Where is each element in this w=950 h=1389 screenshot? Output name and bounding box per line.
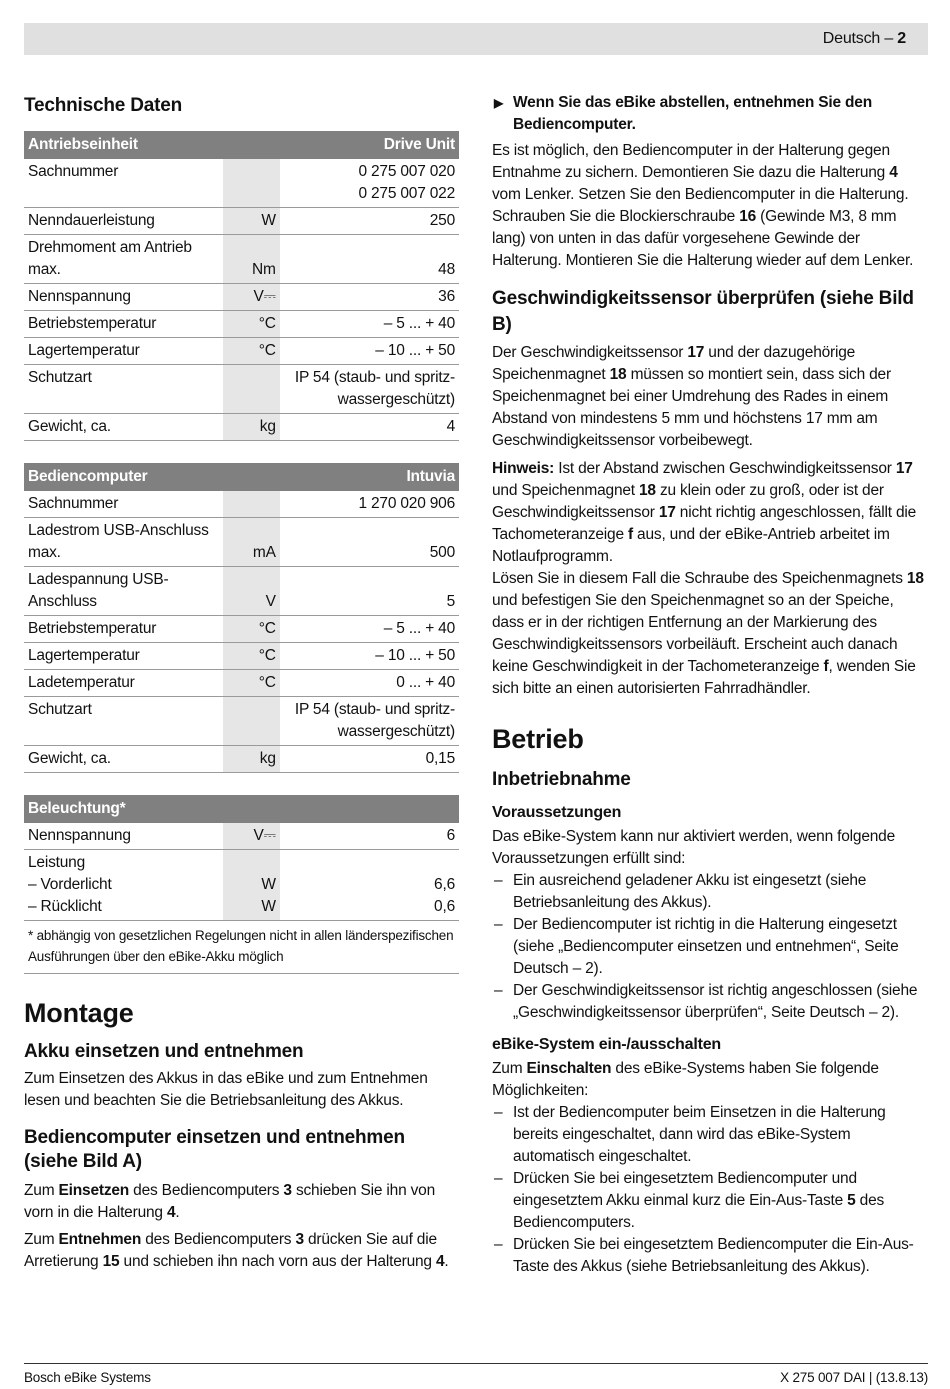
page-number: Deutsch – 2 bbox=[822, 30, 906, 47]
insert-paragraph: Zum Einsetzen des Bediencomputers 3 schieben Sie ihn von vorn in die Halterung 4. bbox=[24, 1182, 435, 1221]
voraussetzungen-list bbox=[492, 870, 928, 1024]
table-row: Leistung bbox=[24, 850, 459, 875]
table-row: Nennspannung V⎓ 36 bbox=[24, 284, 459, 311]
right-column bbox=[492, 92, 928, 1278]
speed-sensor-heading: Geschwindigkeitssensor überprüfen (siehe Bild B) bbox=[492, 288, 914, 335]
table-row: Ladetemperatur °C 0 ... + 40 bbox=[24, 670, 459, 697]
table-row: – Vorderlicht W 6,6 bbox=[24, 874, 459, 896]
left-column bbox=[24, 92, 459, 1273]
table-header-right: Drive Unit bbox=[280, 131, 459, 159]
list-item: – Der Geschwindigkeitssensor ist richtig angeschlossen (siehe „Geschwindigkeitssensor überprüfen“, Seite Deutsch – 2). bbox=[492, 980, 928, 1024]
table-row: Betriebstemperatur °C – 5 ... + 40 bbox=[24, 616, 459, 643]
page-header bbox=[24, 23, 928, 55]
voraussetzungen-paragraph: Das eBike-System kann nur aktiviert werden, wenn folgende Voraussetzungen erfüllt sind: bbox=[492, 828, 896, 867]
table-row: Gewicht, ca. kg 4 bbox=[24, 414, 459, 441]
table-row: Lagertemperatur °C – 10 ... + 50 bbox=[24, 643, 459, 670]
bediencomputer-table bbox=[24, 463, 459, 773]
beleuchtung-table bbox=[24, 795, 459, 921]
montage-heading: Montage bbox=[24, 998, 134, 1028]
fix-paragraph: Lösen Sie in diesem Fall die Schraube des Speichenmagnets 18 und befestigen Sie den Speichenmagnet so an der Speiche, dass er in der richtigen Entfernung an der Markierung des Geschwindigkeitssensors vorbeiläuft. Erscheint auch danach keine Geschwindigkeit in der Tachometeranzeige f, wenden Sie sich bitte an einen autorisierten Fahrradhändler. bbox=[492, 570, 924, 697]
table-row: Ladespannung USB-Anschluss V 5 bbox=[24, 567, 459, 616]
table-row: Sachnummer 1 270 020 906 bbox=[24, 491, 459, 518]
table-row: Sachnummer 0 275 007 020 0 275 007 022 bbox=[24, 159, 459, 208]
voraussetzungen-heading: Voraussetzungen bbox=[492, 804, 622, 821]
hint-paragraph: Hinweis: Ist der Abstand zwischen Geschwindigkeitssensor 17 und Speichenmagnet 18 zu klein oder zu groß, oder ist der Geschwindigkeitssensor 17 nicht richtig angeschlossen, fällt die Tachometeranzeige f aus, und der eBike-Antrieb arbeitet im Notlaufprogramm. bbox=[492, 460, 917, 565]
list-item: – Drücken Sie bei eingesetztem Bediencomputer und eingesetztem Akku einmal kurz die Ein-Aus-Taste 5 des Bediencomputers. bbox=[492, 1168, 928, 1234]
table-header: Bediencomputer bbox=[24, 463, 280, 491]
akku-paragraph: Zum Einsetzen des Akkus in das eBike und zum Entnehmen lesen und beachten Sie die Betriebsanleitung des Akkus. bbox=[24, 1070, 428, 1109]
table-row: Lagertemperatur °C – 10 ... + 50 bbox=[24, 338, 459, 365]
table-row: Ladestrom USB-Anschluss max. mA 500 bbox=[24, 518, 459, 567]
list-item: – Ein ausreichend geladener Akku ist eingesetzt (siehe Betriebsanleitung des Akkus). bbox=[492, 870, 928, 914]
table-row: – Rücklicht W 0,6 bbox=[24, 896, 459, 921]
list-item: – Drücken Sie bei eingesetztem Bediencomputer die Ein-Aus-Taste des Akkus (siehe Betriebsanleitung des Akkus). bbox=[492, 1234, 928, 1278]
table-row: Schutzart IP 54 (staub- und spritz- wassergeschützt) bbox=[24, 697, 459, 746]
table-row: Drehmoment am Antrieb max. Nm 48 bbox=[24, 235, 459, 284]
list-item: – Ist der Bediencomputer beim Einsetzen in die Halterung bereits eingeschaltet, dann wird das eBike-System automatisch eingeschaltet. bbox=[492, 1102, 928, 1168]
table-row: Betriebstemperatur °C – 5 ... + 40 bbox=[24, 311, 459, 338]
table-row: Nenndauerleistung W 250 bbox=[24, 208, 459, 235]
table-header: Antriebseinheit bbox=[24, 131, 280, 159]
tech-data-heading: Technische Daten bbox=[24, 95, 182, 116]
ein-aus-heading: eBike-System ein-/ausschalten bbox=[492, 1036, 721, 1053]
table-footnote: * abhängig von gesetzlichen Regelungen nicht in allen länderspezifischen Ausführungen über den eBike-Akku möglich bbox=[24, 921, 459, 974]
lock-paragraph: Es ist möglich, den Bediencomputer in der Halterung gegen Entnahme zu sichern. Demontieren Sie dazu die Halterung 4 vom Lenker. Setzen Sie den Bediencomputer in die Halterung. Schrauben Sie die Blockierschraube 16 (Gewinde M3, 8 mm lang) von unten in das dafür vorgesehene Gewinde der Halterung. Montieren Sie die Halterung wieder auf dem Lenker. bbox=[492, 142, 914, 269]
list-item: – Der Bediencomputer ist richtig in die Halterung eingesetzt (siehe „Bediencomputer einsetzen und entnehmen“, Seite Deutsch – 2). bbox=[492, 914, 928, 980]
remove-paragraph: Zum Entnehmen des Bediencomputers 3 drücken Sie auf die Arretierung 15 und schieben ihn nach vorn aus der Halterung 4. bbox=[24, 1231, 449, 1270]
sensor-paragraph: Der Geschwindigkeitssensor 17 und der dazugehörige Speichenmagnet 18 müssen so montiert sein, dass sich der Speichenmagnet bei einer Umdrehung des Rades in einem Abstand von mindestens 5 mm und höchstens 17 mm am Geschwindigkeitssensor vorbeibewegt. bbox=[492, 344, 891, 449]
page-footer bbox=[24, 1363, 928, 1385]
table-row: Nennspannung V⎓ 6 bbox=[24, 823, 459, 850]
table-header: Beleuchtung* bbox=[24, 795, 459, 823]
table-row: Schutzart IP 54 (staub- und spritz- wassergeschützt) bbox=[24, 365, 459, 414]
bediencomputer-heading: Bediencomputer einsetzen und entnehmen (siehe Bild A) bbox=[24, 1127, 405, 1172]
inbetriebnahme-heading: Inbetriebnahme bbox=[492, 769, 631, 790]
table-row: Gewicht, ca. kg 0,15 bbox=[24, 746, 459, 773]
einschalten-list bbox=[492, 1102, 928, 1278]
table-header-right: Intuvia bbox=[280, 463, 459, 491]
footer-doc-id: X 275 007 DAI | (13.8.13) bbox=[780, 1370, 928, 1385]
arrow-icon: ▶ bbox=[494, 96, 504, 110]
warning-note: ▶ Wenn Sie das eBike abstellen, entnehmen Sie den Bediencomputer. bbox=[494, 94, 872, 133]
betrieb-heading: Betrieb bbox=[492, 724, 584, 754]
drive-unit-table bbox=[24, 131, 459, 441]
akku-heading: Akku einsetzen und entnehmen bbox=[24, 1041, 304, 1062]
einschalten-paragraph: Zum Einschalten des eBike-Systems haben Sie folgende Möglichkeiten: bbox=[492, 1060, 879, 1099]
footer-publisher: Bosch eBike Systems bbox=[24, 1370, 151, 1385]
